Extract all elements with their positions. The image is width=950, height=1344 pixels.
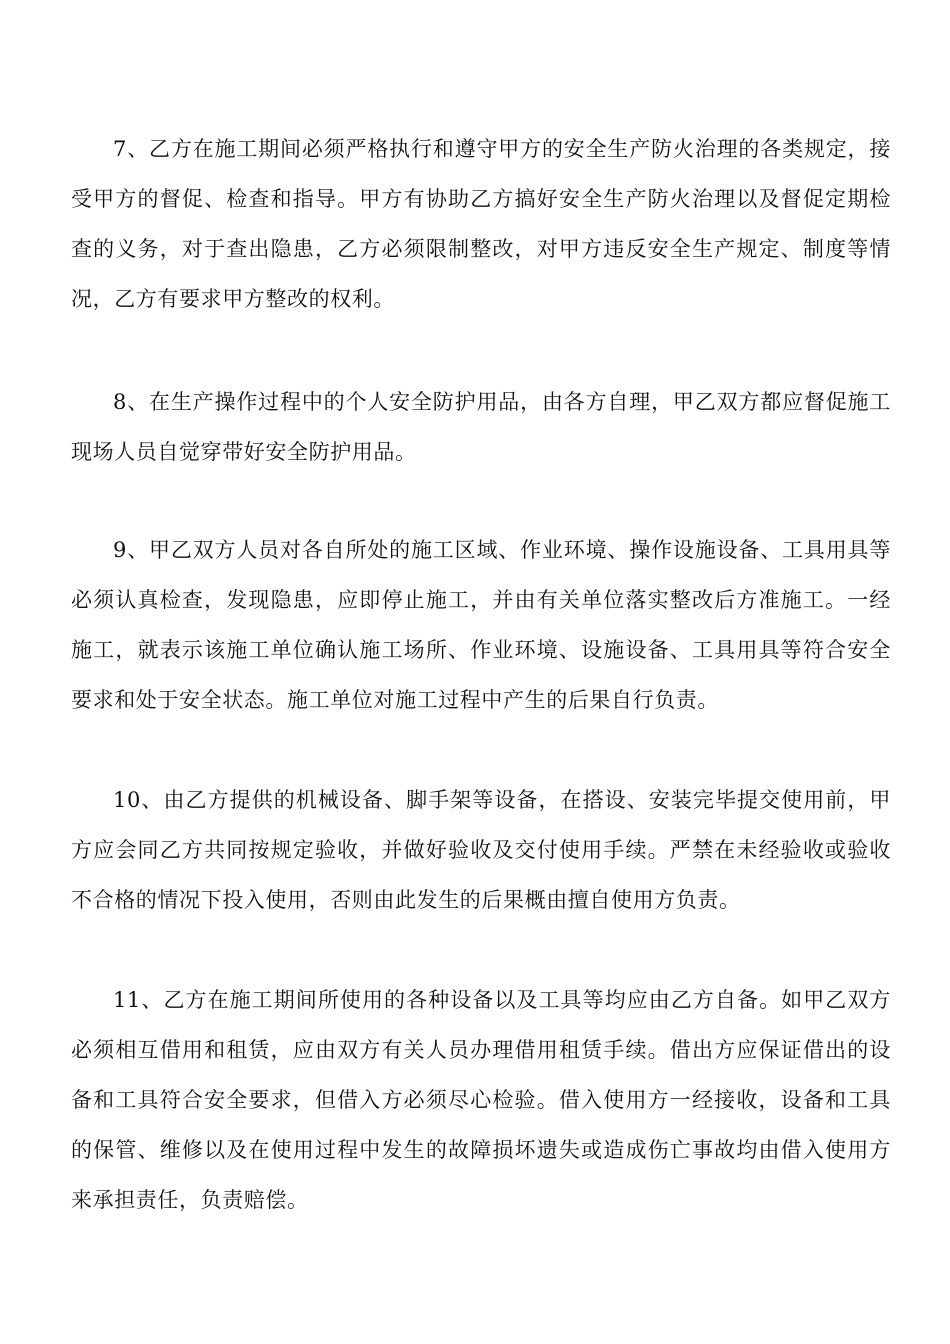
paragraph-clause-9: 9、甲乙双方人员对各自所处的施工区域、作业环境、操作设施设备、工具用具等必须认真检查，发现隐患，应即停止施工，并由有关单位落实整改后方准施工。一经施工，就表示该施工单位确认施工场所、作业环境、设施设备、工具用具等符合安全要求和处于安全状态。施工单位对施工过程中产生的后果自行负责。 [71, 538, 891, 712]
paragraph-clause-8: 8、在生产操作过程中的个人安全防护用品，由各方自理，甲乙双方都应督促施工现场人员自觉穿带好安全防护用品。 [71, 390, 891, 464]
paragraph-clause-10: 10、由乙方提供的机械设备、脚手架等设备，在搭设、安装完毕提交使用前，甲方应会同乙方共同按规定验收，并做好验收及交付使用手续。严禁在未经验收或验收不合格的情况下投入使用，否则由此发生的后果概由擅自使用方负责。 [71, 788, 891, 912]
paragraph-clause-11: 11、乙方在施工期间所使用的各种设备以及工具等均应由乙方自备。如甲乙双方必须相互借用和租赁，应由双方有关人员办理借用租赁手续。借出方应保证借出的设备和工具符合安全要求，但借入方必须尽心检验。借入使用方一经接收，设备和工具的保管、维修以及在使用过程中发生的故障损坏遗失或造成伤亡事故均由借入使用方来承担责任，负责赔偿。 [71, 988, 891, 1212]
paragraph-clause-7: 7、乙方在施工期间必须严格执行和遵守甲方的安全生产防火治理的各类规定，接受甲方的督促、检查和指导。甲方有协助乙方搞好安全生产防火治理以及督促定期检查的义务，对于查出隐患，乙方必须限制整改，对甲方违反安全生产规定、制度等情况，乙方有要求甲方整改的权利。 [71, 137, 891, 311]
